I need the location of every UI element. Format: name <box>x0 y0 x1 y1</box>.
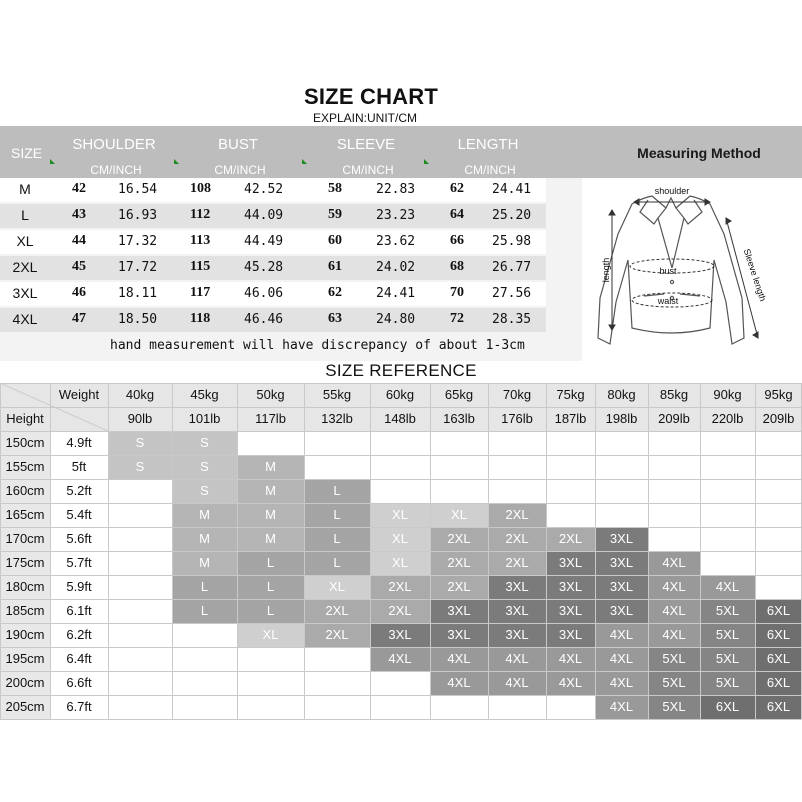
empty-cell <box>648 479 700 503</box>
recommended-size-cell: 5XL <box>648 695 700 719</box>
empty-cell <box>648 503 700 527</box>
empty-cell <box>172 623 237 647</box>
recommended-size-cell: 3XL <box>488 575 546 599</box>
height-cm-cell: 155cm <box>0 455 50 479</box>
measurement-note: hand measurement will have discrepancy of about 1-3cm <box>110 338 525 353</box>
empty-cell <box>108 575 172 599</box>
recommended-size-cell: 3XL <box>595 527 648 551</box>
recommended-size-cell: L <box>304 479 370 503</box>
weight-kg-header: 45kg <box>190 387 219 402</box>
cm-value: 46 <box>72 285 86 300</box>
height-ft-cell: 5.7ft <box>50 551 108 575</box>
recommended-size-cell: S <box>172 455 237 479</box>
height-cm-cell: 160cm <box>0 479 50 503</box>
group-unit-3: CM/INCH <box>464 163 516 177</box>
cm-value: 60 <box>328 233 342 248</box>
group-header-2: SLEEVE <box>336 136 396 153</box>
height-ft-cell: 5.2ft <box>50 479 108 503</box>
height-cm-cell: 205cm <box>0 695 50 719</box>
empty-cell <box>370 431 430 455</box>
sleeve-length-label: Sleeve length <box>741 247 769 303</box>
recommended-size-cell: 4XL <box>595 623 648 647</box>
weight-kg-header: 95kg <box>764 387 793 402</box>
inch-value: 25.98 <box>492 234 532 249</box>
cm-value: 44 <box>72 233 86 248</box>
empty-cell <box>237 431 304 455</box>
height-ft-cell: 5.6ft <box>50 527 108 551</box>
empty-cell <box>700 455 755 479</box>
empty-cell <box>172 695 237 719</box>
cm-value: 43 <box>72 207 86 222</box>
cm-value: 63 <box>328 311 342 326</box>
inch-value: 23.23 <box>376 208 416 223</box>
empty-cell <box>755 431 802 455</box>
corner-marker-icon <box>174 159 179 164</box>
recommended-size-cell: L <box>304 551 370 575</box>
measuring-method-label: Measuring Method <box>637 145 761 161</box>
recommended-size-cell: XL <box>370 551 430 575</box>
height-cm-cell: 150cm <box>0 431 50 455</box>
inch-value: 17.72 <box>118 260 158 275</box>
empty-cell <box>595 455 648 479</box>
empty-cell <box>108 599 172 623</box>
grid-line <box>0 647 802 648</box>
empty-cell <box>108 479 172 503</box>
weight-lb-header: 148lb <box>384 411 416 426</box>
empty-cell <box>172 671 237 695</box>
height-ft-cell: 6.1ft <box>50 599 108 623</box>
bust-label: bust <box>659 266 677 276</box>
empty-cell <box>488 431 546 455</box>
empty-cell <box>108 623 172 647</box>
height-ft-cell: 5.9ft <box>50 575 108 599</box>
weight-kg-header: 55kg <box>322 387 352 402</box>
recommended-size-cell: 4XL <box>370 647 430 671</box>
group-header-1: BUST <box>217 136 258 153</box>
jacket-drawing <box>582 178 802 362</box>
recommended-size-cell: M <box>237 479 304 503</box>
size-cell: L <box>21 207 29 223</box>
cm-value: 62 <box>450 181 464 196</box>
cm-value: 70 <box>450 285 464 300</box>
cm-value: 68 <box>450 259 464 274</box>
recommended-size-cell: L <box>304 527 370 551</box>
height-cm-cell: 200cm <box>0 671 50 695</box>
recommended-size-cell: 3XL <box>370 623 430 647</box>
grid-line <box>0 671 802 672</box>
recommended-size-cell: 2XL <box>304 599 370 623</box>
grid-line <box>0 695 802 696</box>
recommended-size-cell: M <box>172 527 237 551</box>
group-unit-2: CM/INCH <box>342 163 394 177</box>
empty-cell <box>108 503 172 527</box>
weight-kg-header: 40kg <box>125 387 155 402</box>
empty-cell <box>755 575 802 599</box>
empty-cell <box>488 455 546 479</box>
recommended-size-cell: 2XL <box>488 551 546 575</box>
grid-line <box>0 599 802 600</box>
weight-lb-header: 187lb <box>554 411 587 426</box>
cm-value: 112 <box>190 207 211 222</box>
cm-value: 66 <box>450 233 464 248</box>
empty-cell <box>488 479 546 503</box>
inch-value: 18.50 <box>118 312 158 327</box>
height-ft-cell: 6.6ft <box>50 671 108 695</box>
group-header-0: SHOULDER <box>72 136 156 153</box>
recommended-size-cell: 3XL <box>488 599 546 623</box>
recommended-size-cell: 6XL <box>755 623 802 647</box>
recommended-size-cell: 3XL <box>595 575 648 599</box>
inch-value: 27.56 <box>492 286 532 301</box>
grid-line <box>0 479 802 480</box>
empty-cell <box>430 455 488 479</box>
empty-cell <box>595 479 648 503</box>
empty-cell <box>755 479 802 503</box>
height-ft-cell: 6.4ft <box>50 647 108 671</box>
weight-kg-header: 50kg <box>256 387 285 402</box>
inch-value: 18.11 <box>118 286 158 301</box>
cm-value: 72 <box>450 311 464 326</box>
inch-value: 42.52 <box>244 182 284 197</box>
empty-cell <box>108 671 172 695</box>
size-cell: M <box>19 181 31 197</box>
grid-line <box>0 575 802 576</box>
inch-value: 26.77 <box>492 260 532 275</box>
weight-lb-header: 220lb <box>711 411 744 426</box>
size-cell: 4XL <box>12 311 38 327</box>
empty-cell <box>430 479 488 503</box>
cm-value: 64 <box>450 207 464 222</box>
inch-value: 24.80 <box>376 312 416 327</box>
corner-marker-icon <box>424 159 429 164</box>
empty-cell <box>755 527 802 551</box>
size-cell: XL <box>16 233 34 249</box>
empty-cell <box>370 455 430 479</box>
recommended-size-cell: 3XL <box>546 575 595 599</box>
recommended-size-cell: 5XL <box>648 671 700 695</box>
cm-value: 61 <box>328 259 342 274</box>
empty-cell <box>304 455 370 479</box>
height-cm-cell: 195cm <box>0 647 50 671</box>
size-reference-title: SIZE REFERENCE <box>0 361 802 383</box>
recommended-size-cell: 4XL <box>488 647 546 671</box>
recommended-size-cell: XL <box>430 503 488 527</box>
recommended-size-cell: 3XL <box>546 623 595 647</box>
grid-line <box>0 383 802 384</box>
recommended-size-cell: XL <box>304 575 370 599</box>
size-column-label: SIZE <box>11 145 43 161</box>
recommended-size-cell: L <box>172 599 237 623</box>
empty-cell <box>546 503 595 527</box>
page-subtitle: EXPLAIN:UNIT/CM <box>312 111 417 125</box>
empty-cell <box>546 455 595 479</box>
recommended-size-cell: L <box>172 575 237 599</box>
group-unit-0: CM/INCH <box>90 163 142 177</box>
empty-cell <box>700 479 755 503</box>
cm-value: 113 <box>190 233 211 248</box>
size-chart-row <box>0 282 546 306</box>
recommended-size-cell: 2XL <box>370 575 430 599</box>
height-ft-cell: 6.2ft <box>50 623 108 647</box>
recommended-size-cell: XL <box>370 503 430 527</box>
inch-value: 46.06 <box>244 286 284 301</box>
recommended-size-cell: 4XL <box>430 647 488 671</box>
empty-cell <box>108 527 172 551</box>
cm-value: 45 <box>72 259 86 274</box>
recommended-size-cell: M <box>237 527 304 551</box>
cm-value: 59 <box>328 207 342 222</box>
shoulder-label: shoulder <box>654 186 690 196</box>
inch-value: 44.49 <box>244 234 284 249</box>
empty-cell <box>595 503 648 527</box>
cm-value: 58 <box>328 181 342 196</box>
recommended-size-cell: L <box>237 599 304 623</box>
inch-value: 25.20 <box>492 208 532 223</box>
recommended-size-cell: 2XL <box>488 503 546 527</box>
empty-cell <box>304 431 370 455</box>
recommended-size-cell: 2XL <box>488 527 546 551</box>
grid-line <box>0 623 802 624</box>
inch-value: 24.02 <box>376 260 416 275</box>
inch-value: 28.35 <box>492 312 532 327</box>
recommended-size-cell: M <box>237 455 304 479</box>
recommended-size-cell: 4XL <box>595 671 648 695</box>
recommended-size-cell: 4XL <box>546 671 595 695</box>
empty-cell <box>546 431 595 455</box>
height-ft-cell: 4.9ft <box>50 431 108 455</box>
recommended-size-cell: 3XL <box>595 551 648 575</box>
weight-lb-header: 163lb <box>443 411 475 426</box>
empty-cell <box>755 455 802 479</box>
recommended-size-cell: 5XL <box>700 599 755 623</box>
weight-lb-header: 90lb <box>127 411 153 426</box>
inch-value: 45.28 <box>244 260 284 275</box>
empty-cell <box>546 695 595 719</box>
empty-cell <box>700 551 755 575</box>
empty-cell <box>648 431 700 455</box>
height-ft-cell: 6.7ft <box>50 695 108 719</box>
weight-lb-header: 198lb <box>605 411 638 426</box>
weight-kg-header: 70kg <box>502 387 532 402</box>
size-chart-row <box>0 256 546 280</box>
empty-cell <box>237 647 304 671</box>
recommended-size-cell: 6XL <box>755 671 802 695</box>
cm-value: 42 <box>72 181 86 196</box>
recommended-size-cell: 5XL <box>700 623 755 647</box>
recommended-size-cell: 4XL <box>648 599 700 623</box>
grid-line <box>0 719 802 720</box>
recommended-size-cell: 2XL <box>430 551 488 575</box>
recommended-size-cell: 6XL <box>755 599 802 623</box>
recommended-size-cell: L <box>237 551 304 575</box>
weight-kg-header: 75kg <box>556 387 585 402</box>
recommended-size-cell: 5XL <box>700 671 755 695</box>
weight-lb-header: 209lb <box>762 411 795 426</box>
recommended-size-cell: S <box>172 479 237 503</box>
inch-value: 44.09 <box>244 208 284 223</box>
recommended-size-cell: 3XL <box>595 599 648 623</box>
empty-cell <box>237 671 304 695</box>
size-cell: 2XL <box>12 259 38 275</box>
empty-cell <box>304 647 370 671</box>
group-unit-1: CM/INCH <box>214 163 266 177</box>
empty-cell <box>595 431 648 455</box>
inch-value: 23.62 <box>376 234 416 249</box>
empty-cell <box>430 431 488 455</box>
empty-cell <box>430 695 488 719</box>
recommended-size-cell: 2XL <box>370 599 430 623</box>
jacket-diagram <box>582 178 802 362</box>
inch-value: 17.32 <box>118 234 158 249</box>
size-chart-table <box>0 126 802 362</box>
recommended-size-cell: M <box>172 503 237 527</box>
height-cm-cell: 185cm <box>0 599 50 623</box>
height-cm-cell: 190cm <box>0 623 50 647</box>
recommended-size-cell: 6XL <box>700 695 755 719</box>
recommended-size-cell: 3XL <box>546 599 595 623</box>
recommended-size-cell: L <box>237 575 304 599</box>
recommended-size-cell: 4XL <box>546 647 595 671</box>
empty-cell <box>370 479 430 503</box>
recommended-size-cell: 3XL <box>488 623 546 647</box>
empty-cell <box>237 695 304 719</box>
recommended-size-cell: 4XL <box>700 575 755 599</box>
recommended-size-cell: M <box>237 503 304 527</box>
empty-cell <box>700 503 755 527</box>
recommended-size-cell: 4XL <box>595 695 648 719</box>
recommended-size-cell: 3XL <box>430 599 488 623</box>
recommended-size-cell: 6XL <box>755 695 802 719</box>
recommended-size-cell: 2XL <box>546 527 595 551</box>
weight-lb-header: 176lb <box>501 411 533 426</box>
size-chart-row <box>0 308 546 332</box>
corner-diagonal <box>0 383 108 431</box>
weight-kg-header: 85kg <box>659 387 689 402</box>
recommended-size-cell: S <box>172 431 237 455</box>
recommended-size-cell: 2XL <box>430 575 488 599</box>
recommended-size-cell: 4XL <box>648 575 700 599</box>
recommended-size-cell: 4XL <box>648 551 700 575</box>
recommended-size-cell: 2XL <box>304 623 370 647</box>
inch-value: 24.41 <box>492 182 532 197</box>
weight-kg-header: 65kg <box>444 387 474 402</box>
corner-marker-icon <box>50 159 55 164</box>
recommended-size-cell: XL <box>237 623 304 647</box>
cm-value: 115 <box>190 259 211 274</box>
weight-lb-header: 209lb <box>658 411 690 426</box>
empty-cell <box>488 695 546 719</box>
height-ft-cell: 5ft <box>50 455 108 479</box>
size-chart-row <box>0 178 546 202</box>
grid-line <box>0 527 802 528</box>
height-cm-cell: 175cm <box>0 551 50 575</box>
recommended-size-cell: 4XL <box>430 671 488 695</box>
inch-value: 16.93 <box>118 208 158 223</box>
height-cm-cell: 165cm <box>0 503 50 527</box>
empty-cell <box>108 647 172 671</box>
weight-label: Weight <box>58 387 100 402</box>
length-label: length <box>601 257 611 283</box>
inch-value: 16.54 <box>118 182 158 197</box>
cm-value: 62 <box>328 285 342 300</box>
empty-cell <box>108 551 172 575</box>
inch-value: 46.46 <box>244 312 284 327</box>
empty-cell <box>755 503 802 527</box>
empty-cell <box>172 647 237 671</box>
group-header-3: LENGTH <box>457 136 519 153</box>
height-cm-cell: 180cm <box>0 575 50 599</box>
corner-marker-icon <box>302 159 307 164</box>
recommended-size-cell: 5XL <box>648 647 700 671</box>
recommended-size-cell: 4XL <box>488 671 546 695</box>
weight-lb-header: 101lb <box>188 411 221 426</box>
size-chart-row <box>0 230 546 254</box>
empty-cell <box>108 695 172 719</box>
recommended-size-cell: 3XL <box>430 623 488 647</box>
grid-line <box>0 455 802 456</box>
recommended-size-cell: 4XL <box>648 623 700 647</box>
recommended-size-cell: S <box>108 455 172 479</box>
height-label: Height <box>6 411 44 426</box>
size-chart-row <box>0 204 546 228</box>
recommended-size-cell: 6XL <box>755 647 802 671</box>
recommended-size-cell: 5XL <box>700 647 755 671</box>
inch-value: 22.83 <box>376 182 416 197</box>
cm-value: 108 <box>190 181 211 196</box>
weight-kg-header: 60kg <box>385 387 415 402</box>
weight-lb-header: 132lb <box>321 411 353 426</box>
size-cell: 3XL <box>12 285 38 301</box>
page-title: SIZE CHART <box>304 84 438 109</box>
waist-label: waist <box>657 296 679 306</box>
grid-line <box>0 503 802 504</box>
empty-cell <box>755 551 802 575</box>
cm-value: 118 <box>190 311 211 326</box>
empty-cell <box>304 695 370 719</box>
recommended-size-cell: S <box>108 431 172 455</box>
recommended-size-cell: M <box>172 551 237 575</box>
grid-line <box>0 551 802 552</box>
cm-value: 117 <box>190 285 211 300</box>
recommended-size-cell: 4XL <box>595 647 648 671</box>
empty-cell <box>304 671 370 695</box>
empty-cell <box>700 527 755 551</box>
recommended-size-cell: L <box>304 503 370 527</box>
empty-cell <box>648 455 700 479</box>
height-cm-cell: 170cm <box>0 527 50 551</box>
grid-line <box>0 407 802 408</box>
empty-cell <box>700 431 755 455</box>
recommended-size-cell: 2XL <box>430 527 488 551</box>
recommended-size-cell: 3XL <box>546 551 595 575</box>
empty-cell <box>648 527 700 551</box>
empty-cell <box>370 695 430 719</box>
inch-value: 24.41 <box>376 286 416 301</box>
weight-lb-header: 117lb <box>255 411 286 426</box>
grid-line <box>0 431 802 432</box>
recommended-size-cell: XL <box>370 527 430 551</box>
height-ft-cell: 5.4ft <box>50 503 108 527</box>
empty-cell <box>546 479 595 503</box>
weight-kg-header: 80kg <box>607 387 636 402</box>
weight-kg-header: 90kg <box>713 387 742 402</box>
cm-value: 47 <box>72 311 86 326</box>
empty-cell <box>370 671 430 695</box>
